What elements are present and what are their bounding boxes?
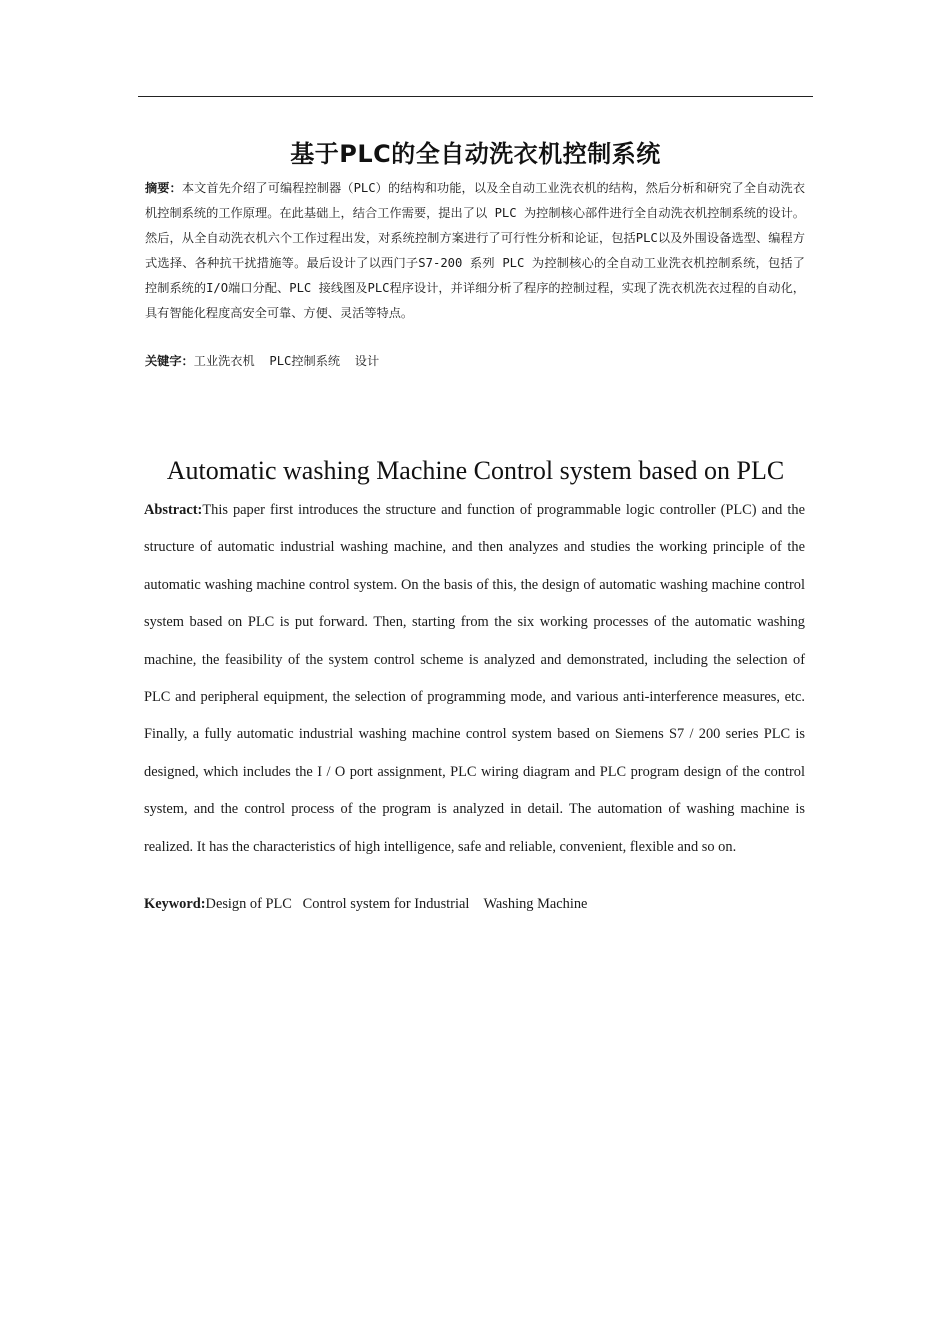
english-abstract (144, 492, 805, 866)
chinese-abstract-text: 本文首先介绍了可编程控制器（PLC）的结构和功能，以及全自动工业洗衣机的结构，然后分析和研究了全自动洗衣机控制系统的工作原理。在此基础上，结合工作需要，提出了以 PLC 为控制核心部件进行全自动洗衣机控制系统的设计。然后，从全自动洗衣机六个工作过程出发，对系统控制方案进行了可行性分析和论证，包括PLC以及外围设备选型、编程方式选择、各种抗干扰措施等。最后设计了以西门子S7-200 系列 PLC 为控制核心的全自动工业洗衣机控制系统，包括了控制系统的I/O端口分配、PLC 接线图及PLC程序设计，并详细分析了程序的控制过程，实现了洗衣机洗衣过程的自动化，具有智能化程度高安全可靠、方便、灵活等特点。 (145, 181, 806, 320)
chinese-abstract-label: 摘要： (145, 181, 182, 195)
english-keywords (144, 892, 805, 916)
chinese-keywords-label: 关键字： (145, 354, 194, 368)
chinese-keywords (145, 349, 805, 374)
chinese-title: 基于PLC的全自动洗衣机控制系统 (290, 140, 661, 168)
english-keywords-label: Keyword: (144, 896, 206, 912)
header-rule (138, 96, 813, 97)
english-abstract-label: Abstract: (144, 502, 203, 518)
english-abstract-text: This paper first introduces the structure and function of programmable logic controller (PLC) and the structure of automatic industrial washing machine, and then analyzes and studies the working principle of the automatic washing machine control system. On the basis of this, the design of automatic washing machine control system based on PLC is put forward. Then, starting from the six working processes of the automatic washing machine, the feasibility of the system control scheme is analyzed and demonstrated, including the selection of PLC and peripheral equipment, the selection of programming mode, and various anti-interference measures, etc. Finally, a fully automatic industrial washing machine control system based on Siemens S7 / 200 series PLC is designed, which includes the I / O port assignment, PLC wiring diagram and PLC program design of the control system, and the control process of the program is analyzed in detail. The automation of washing machine is realized. It has the characteristics of high intelligence, safe and reliable, convenient, flexible and so on. (144, 502, 805, 855)
english-keywords-text: Design of PLC Control system for Industrial Washing Machine (205, 896, 588, 912)
english-title: Automatic washing Machine Control system based on PLC (166, 456, 785, 485)
chinese-keywords-text: 工业洗衣机 PLC控制系统 设计 (193, 354, 380, 368)
chinese-abstract (145, 176, 805, 326)
